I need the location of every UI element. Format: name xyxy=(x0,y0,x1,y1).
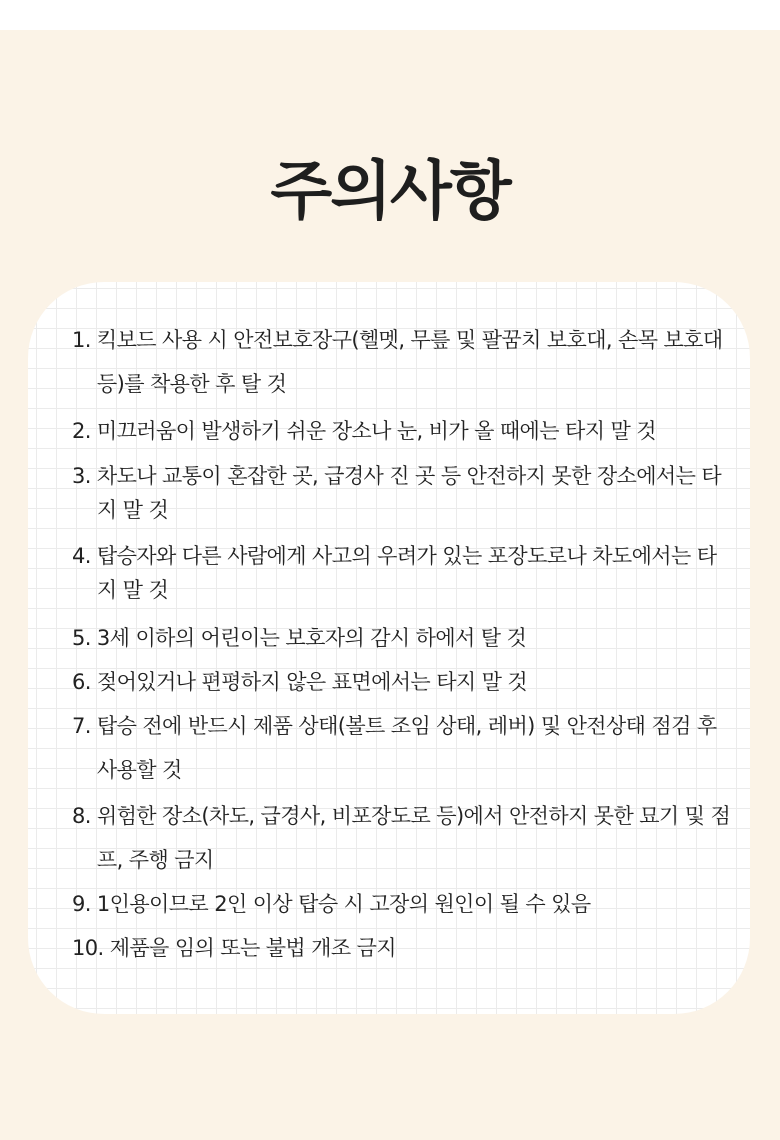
item-text: 1인용이므로 2인 이상 탑승 시 고장의 원인이 될 수 있음 xyxy=(96,892,591,916)
list-item-2 xyxy=(72,420,732,462)
item-text: 킥보드 사용 시 안전보호장구(헬멧, 무릎 및 팔꿈치 보호대, 손목 보호대 등)를 착용한 후 탈 것 xyxy=(96,328,723,396)
item-text: 탑승자와 다른 사람에게 사고의 우려가 있는 포장도로나 차도에서는 타지 말 것 xyxy=(96,544,717,602)
item-text: 탑승 전에 반드시 제품 상태(볼트 조임 상태, 레버) 및 안전상태 점검 후 사용할 것 xyxy=(96,714,717,782)
item-text: 차도나 교통이 혼잡한 곳, 급경사 진 곳 등 안전하지 못한 장소에서는 타지 말 것 xyxy=(96,464,722,522)
list-item-9 xyxy=(72,893,732,937)
precautions-card xyxy=(28,282,750,1014)
item-number: 10. xyxy=(72,936,110,960)
item-number: 3. xyxy=(72,464,97,488)
item-number: 5. xyxy=(72,626,97,650)
page-title: 주의사항 xyxy=(270,155,510,229)
item-text: 위험한 장소(차도, 급경사, 비포장도로 등)에서 안전하지 못한 묘기 및 점프, 주행 금지 xyxy=(96,804,731,872)
list-item-5 xyxy=(72,627,732,671)
item-number: 1. xyxy=(72,328,97,352)
list-item-1 xyxy=(72,329,732,417)
list-item-3 xyxy=(72,465,732,537)
item-text: 제품을 임의 또는 불법 개조 금지 xyxy=(109,936,396,960)
list-item-10 xyxy=(72,937,732,981)
list-item-7 xyxy=(72,715,732,803)
precautions-list xyxy=(72,329,732,981)
item-number: 6. xyxy=(72,670,97,694)
list-item-4 xyxy=(72,545,732,625)
item-text: 3세 이하의 어린이는 보호자의 감시 하에서 탈 것 xyxy=(96,626,527,650)
item-text: 미끄러움이 발생하기 쉬운 장소나 눈, 비가 올 때에는 타지 말 것 xyxy=(96,419,656,443)
item-text: 젖어있거나 편평하지 않은 표면에서는 타지 말 것 xyxy=(96,670,528,694)
item-number: 7. xyxy=(72,714,97,738)
list-item-8 xyxy=(72,805,732,893)
item-number: 8. xyxy=(72,804,97,828)
item-number: 4. xyxy=(72,544,97,568)
item-number: 2. xyxy=(72,419,97,443)
item-number: 9. xyxy=(72,892,97,916)
